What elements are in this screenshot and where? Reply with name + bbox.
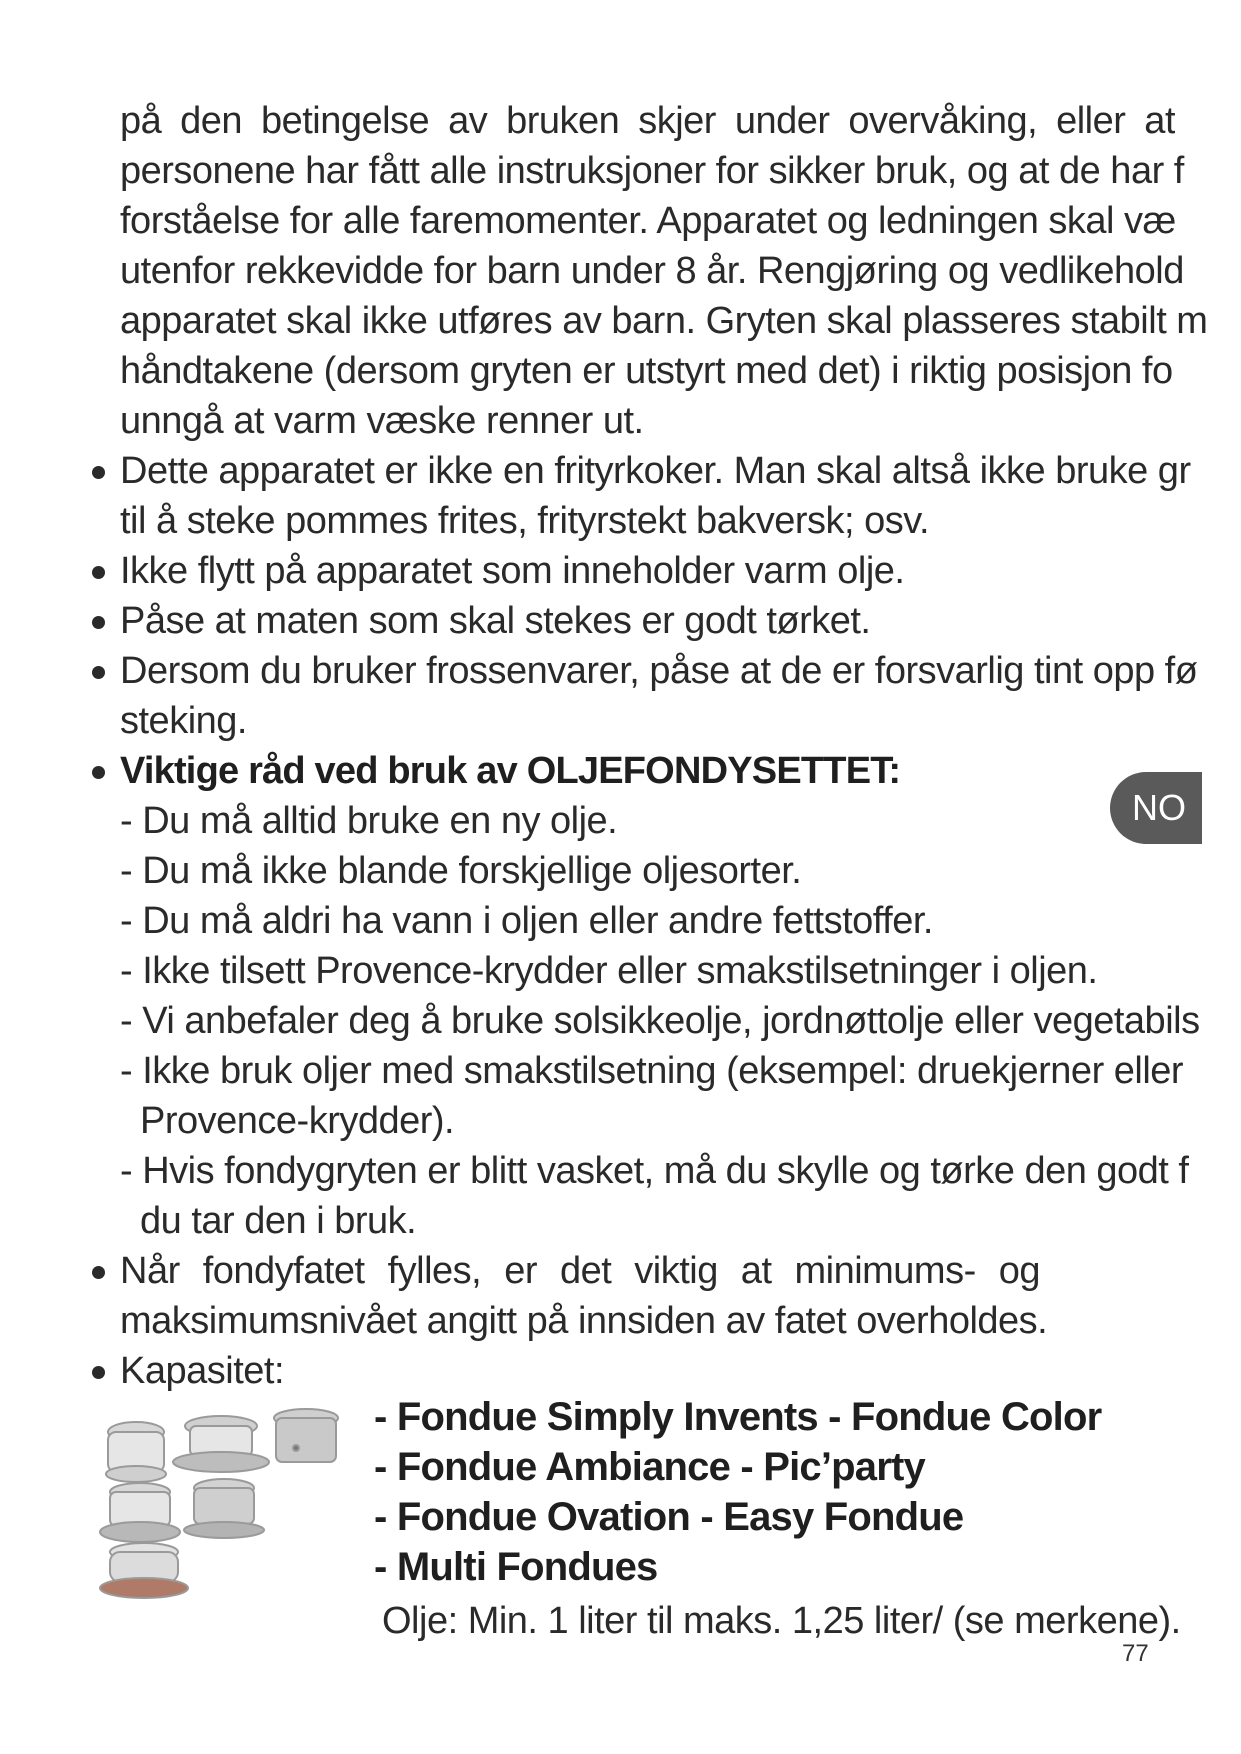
product-line: - Multi Fondues: [374, 1545, 658, 1589]
product-list: [374, 1392, 1101, 1592]
important-item: - Vi anbefaler deg å bruke solsikkeolje, jordnøttolje eller vegetabils: [120, 1000, 1200, 1042]
bullet-item: [120, 546, 1210, 596]
bullet-item: [120, 446, 1210, 546]
bullet-line: Ikke flytt på apparatet som inneholder varm olje.: [120, 550, 905, 592]
paragraph-line: personene har fått alle instruksjoner for sikker bruk, og at de har f: [120, 150, 1184, 192]
bullet-icon: [92, 1366, 105, 1379]
paragraph-line: håndtakene (dersom gryten er utstyrt med det) i riktig posisjon fo: [120, 350, 1173, 392]
important-item: - Ikke bruk oljer med smakstilsetning (eksempel: druekjerner eller: [120, 1050, 1184, 1092]
capacity-label: Kapasitet:: [120, 1350, 284, 1392]
bullet-item: [120, 1346, 1210, 1396]
product-line: - Fondue Ovation - Easy Fondue: [374, 1495, 964, 1539]
bullet-line: steking.: [120, 700, 247, 742]
bullet-item: [120, 646, 1210, 746]
bullet-icon: [92, 616, 105, 629]
important-item-continuation: Provence-krydder).: [140, 1100, 455, 1142]
bullet-line: Dette apparatet er ikke en frityrkoker. Man skal altså ikke bruke gr: [120, 450, 1191, 492]
bullet-line: Påse at maten som skal stekes er godt tørket.: [120, 600, 871, 642]
important-item: - Du må ikke blande forskjellige oljesorter.: [120, 850, 802, 892]
fondue-sets-illustration: [96, 1392, 356, 1602]
bullet-icon: [92, 566, 105, 579]
product-line: - Fondue Simply Invents - Fondue Color: [374, 1395, 1102, 1439]
paragraph-line: forståelse for alle faremomenter. Apparatet og ledningen skal væ: [120, 200, 1176, 242]
important-item: - Du må alltid bruke en ny olje.: [120, 800, 618, 842]
important-item: - Hvis fondygryten er blitt vasket, må du skylle og tørke den godt f: [120, 1150, 1189, 1192]
capacity-text: Olje: Min. 1 liter til maks. 1,25 liter/ (se merkene).: [382, 1600, 1181, 1642]
important-item: - Du må aldri ha vann i oljen eller andre fettstoffer.: [120, 900, 933, 942]
paragraph-line: unngå at varm væske renner ut.: [120, 400, 644, 442]
bullet-icon: [92, 666, 105, 679]
bullet-item: [120, 596, 1210, 646]
bullet-item: [120, 1246, 1210, 1346]
bullet-line: Når fondyfatet fylles, er det viktig at minimums- og: [120, 1250, 1040, 1292]
bullet-icon: [92, 766, 105, 779]
bullet-line: Dersom du bruker frossenvarer, påse at de er forsvarlig tint opp fø: [120, 650, 1198, 692]
paragraph-line: apparatet skal ikke utføres av barn. Gryten skal plasseres stabilt m: [120, 300, 1208, 342]
paragraph-line: utenfor rekkevidde for barn under 8 år. Rengjøring og vedlikehold: [120, 250, 1184, 292]
paragraph-line: på den betingelse av bruken skjer under overvåking, eller at: [120, 100, 1175, 142]
important-heading: Viktige råd ved bruk av OLJEFONDYSETTET:: [120, 750, 901, 792]
important-item: - Ikke tilsett Provence-krydder eller smakstilsetninger i oljen.: [120, 950, 1098, 992]
important-item-continuation: du tar den i bruk.: [140, 1200, 417, 1242]
bullet-line: til å steke pommes frites, frityrstekt bakversk; osv.: [120, 500, 930, 542]
product-line: - Fondue Ambiance - Pic’party: [374, 1445, 925, 1489]
bullet-icon: [92, 466, 105, 479]
language-badge: NO: [1110, 772, 1202, 844]
bullet-line: maksimumsnivået angitt på innsiden av fatet overholdes.: [120, 1300, 1048, 1342]
page-number: 77: [1122, 1640, 1149, 1667]
bullet-icon: [92, 1266, 105, 1279]
important-section: [120, 746, 1210, 1246]
main-text-column: [120, 96, 1210, 1396]
